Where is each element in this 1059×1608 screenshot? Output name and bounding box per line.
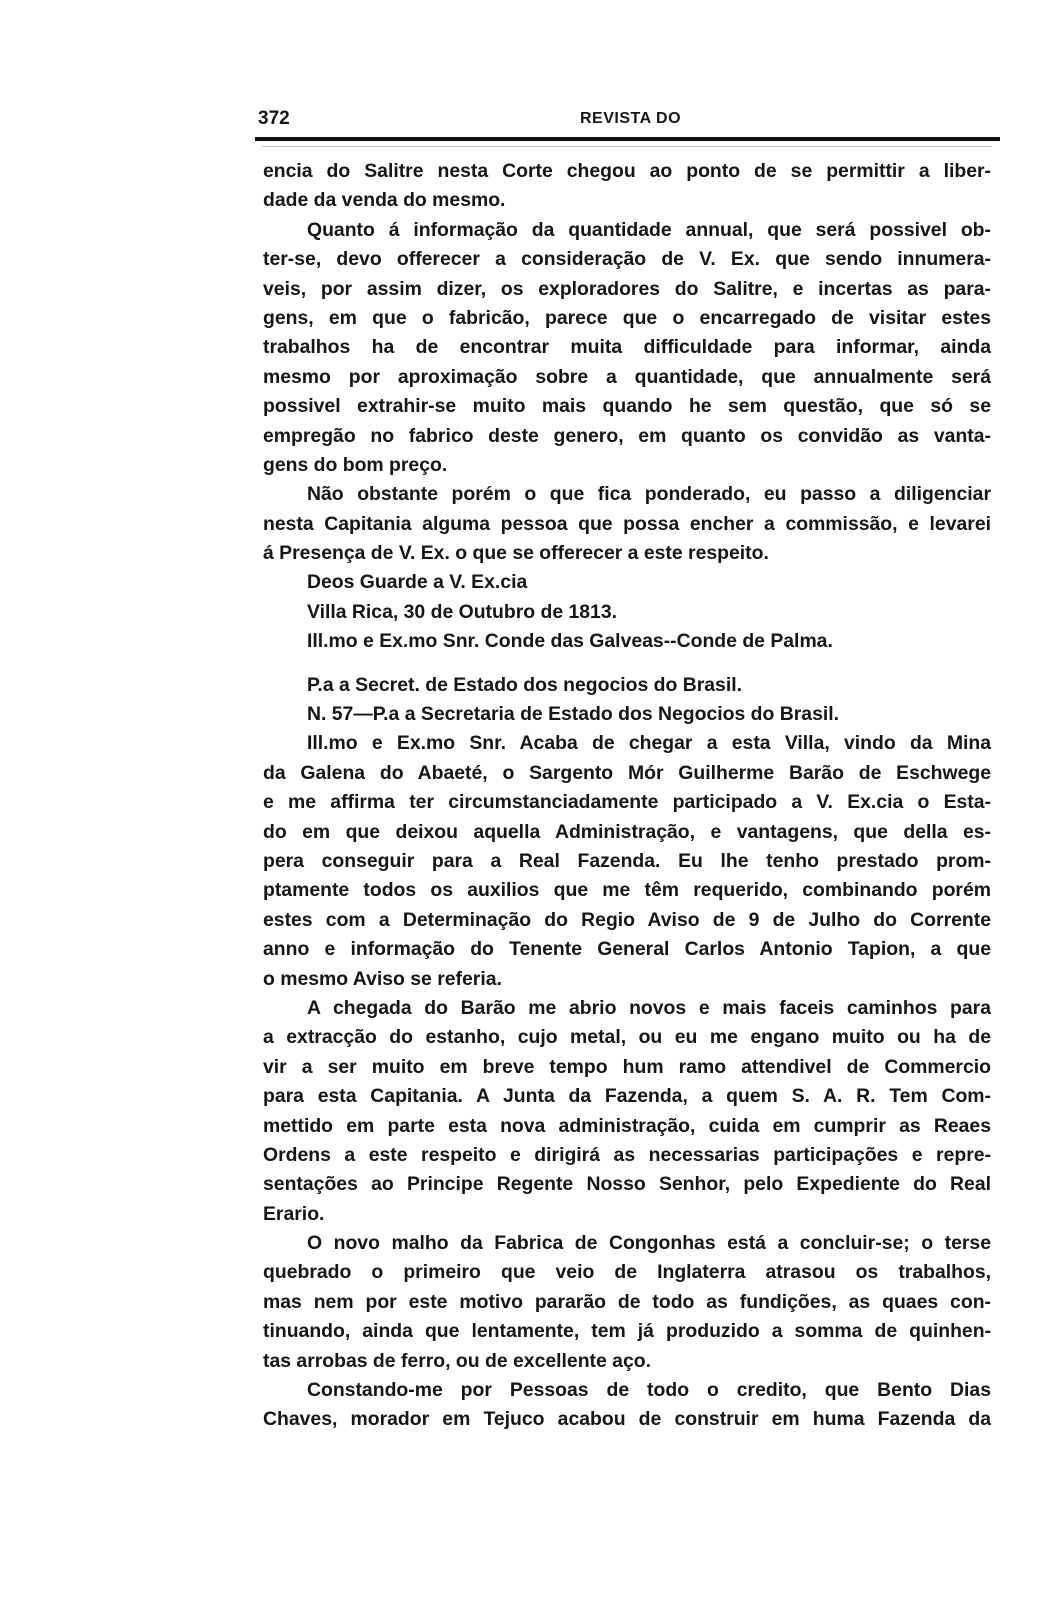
text-line: nesta Capitania alguma pessoa que possa encher a commissão, e levarei xyxy=(263,512,991,535)
header-rule xyxy=(255,137,1000,141)
page-number: 372 xyxy=(258,108,290,129)
text-line: Ordens a este respeito e dirigirá as necessarias participações e repre- xyxy=(263,1143,991,1166)
text-line: gens do bom preço. xyxy=(263,453,448,476)
text-line: veis, por assim dizer, os exploradores do Salitre, e incertas as para- xyxy=(263,277,991,300)
paragraph-gap xyxy=(263,657,991,671)
text-line: Erario. xyxy=(263,1202,325,1225)
text-line: ter-se, devo offerecer a consideração de V. Ex. que sendo innumera- xyxy=(263,248,991,271)
text-line: Quanto á informação da quantidade annual, que será possivel ob- xyxy=(307,218,991,241)
text-line: mettido em parte esta nova administração, cuida em cumprir as Reaes xyxy=(263,1114,991,1137)
text-line: a extracção do estanho, cujo metal, ou eu me engano muito ou ha de xyxy=(263,1026,991,1049)
text-line: tas arrobas de ferro, ou de excellente aço. xyxy=(263,1349,651,1372)
text-line: P.a a Secret. de Estado dos negocios do Brasil. xyxy=(307,673,743,696)
text-line: tinuando, ainda que lentamente, tem já produzido a somma de quinhen- xyxy=(263,1320,991,1343)
text-line: Deos Guarde a V. Ex.cia xyxy=(307,571,528,594)
text-line: encia do Salitre nesta Corte chegou ao ponto de se permittir a liber- xyxy=(263,160,991,182)
text-line: estes com a Determinação do Regio Aviso de 9 de Julho do Corrente xyxy=(263,908,991,931)
running-head: REVISTA DO xyxy=(580,110,682,127)
text-line: quebrado o primeiro que veio de Inglaterra atrasou os trabalhos, xyxy=(263,1261,991,1284)
text-line: pera conseguir para a Real Fazenda. Eu lhe tenho prestado prom- xyxy=(263,849,991,872)
body-text xyxy=(263,157,991,1435)
text-line: Chaves, morador em Tejuco acabou de construir em huma Fazenda da xyxy=(263,1408,991,1431)
text-line: sentações ao Principe Regente Nosso Senhor, pelo Expediente do Real xyxy=(263,1173,991,1196)
text-line: A chegada do Barão me abrio novos e mais faceis caminhos para xyxy=(307,996,991,1019)
text-line: anno e informação do Tenente General Carlos Antonio Tapion, a que xyxy=(263,938,991,961)
text-line: Villa Rica, 30 de Outubro de 1813. xyxy=(307,600,618,623)
text-line: e me affirma ter circumstanciadamente participado a V. Ex.cia o Esta- xyxy=(263,791,991,814)
text-line: trabalhos ha de encontrar muita difficuldade para informar, ainda xyxy=(263,336,991,359)
header-rule-thin xyxy=(262,146,992,147)
text-line: ptamente todos os auxilios que me têm requerido, combinando porém xyxy=(263,879,991,902)
text-line: possivel extrahir-se muito mais quando he sem questão, que só se xyxy=(263,395,991,418)
text-line: mesmo por aproximação sobre a quantidade, que annualmente será xyxy=(263,365,991,388)
page-header xyxy=(258,108,998,130)
text-line: á Presença de V. Ex. o que se offerecer a este respeito. xyxy=(263,542,769,565)
text-line: Não obstante porém o que fica ponderado, eu passo a diligenciar xyxy=(307,483,991,506)
text-line: gens, em que o fabricão, parece que o encarregado de visitar estes xyxy=(263,306,991,329)
text-line: da Galena do Abaeté, o Sargento Mór Guilherme Barão de Eschwege xyxy=(263,761,991,784)
text-line: o mesmo Aviso se referia. xyxy=(263,967,502,990)
text-line: Ill.mo e Ex.mo Snr. Acaba de chegar a esta Villa, vindo da Mina xyxy=(307,732,991,755)
text-line: Ill.mo e Ex.mo Snr. Conde das Galveas--Conde de Palma. xyxy=(307,630,833,653)
text-line: empregão no fabrico deste genero, em quanto os convidão as vanta- xyxy=(263,424,991,447)
text-line: Constando-me por Pessoas de todo o credito, que Bento Dias xyxy=(307,1379,991,1402)
text-line: O novo malho da Fabrica de Congonhas está a concluir-se; o terse xyxy=(307,1232,991,1255)
text-line: mas nem por este motivo pararão de todo as fundições, as quaes con- xyxy=(263,1290,991,1313)
text-line: dade da venda do mesmo. xyxy=(263,189,506,212)
text-line: N. 57—P.a a Secretaria de Estado dos Negocios do Brasil. xyxy=(307,703,840,726)
text-line: vir a ser muito em breve tempo hum ramo attendivel de Commercio xyxy=(263,1055,991,1078)
text-line: para esta Capitania. A Junta da Fazenda, a quem S. A. R. Tem Com- xyxy=(263,1085,991,1108)
text-line: do em que deixou aquella Administração, e vantagens, que della es- xyxy=(263,820,991,843)
